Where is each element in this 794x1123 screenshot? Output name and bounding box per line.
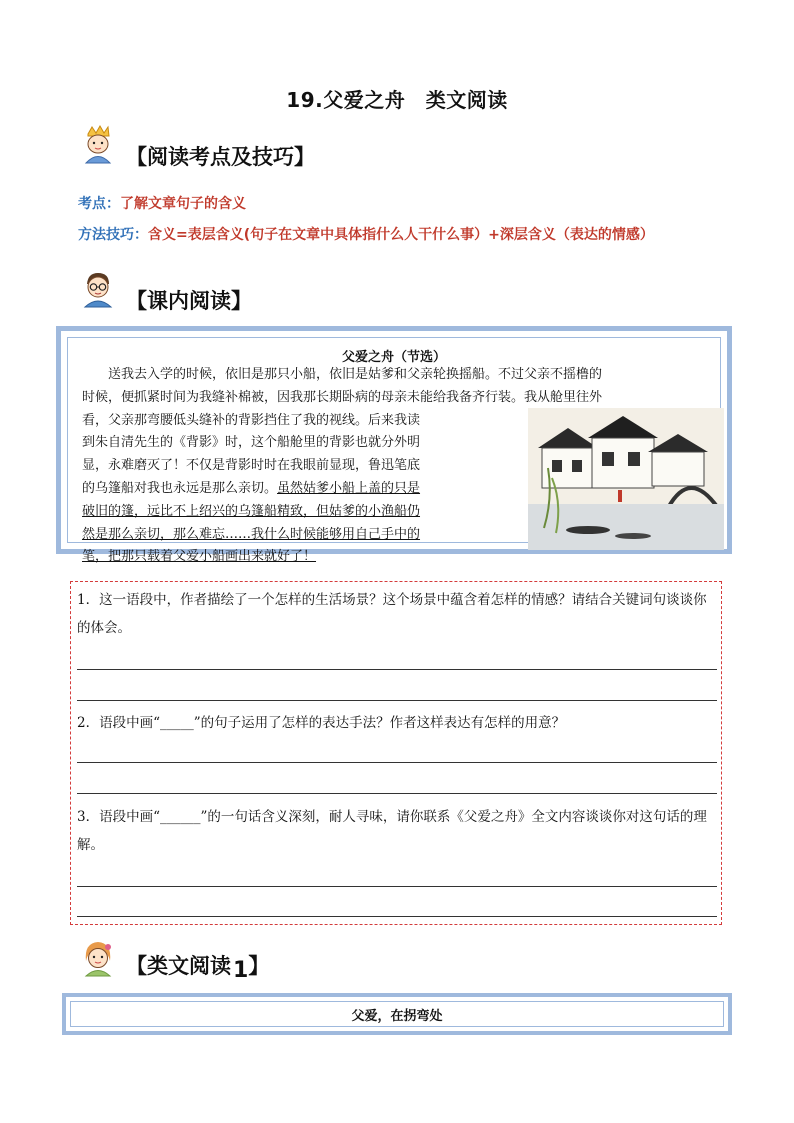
- passage-title: 父爱之舟（节选）: [341, 350, 446, 365]
- passage-line: 时候，便抓紧时间为我缝补棉被，因我那长期卧病的母亲未能给我备齐行装。我从舱里往外: [82, 389, 603, 405]
- ink-painting-water-town-icon: [528, 408, 724, 550]
- exam-point-label: 考点：: [78, 196, 120, 212]
- article-title: 父爱，在拐弯处: [351, 1009, 443, 1024]
- question-2: 2．语段中画“_____”的句子运用了怎样的表达手法？作者这样表达有怎样的用意？: [77, 715, 566, 731]
- questions-frame: [70, 581, 722, 925]
- underlined-sentence: 然是那么亲切，那么难忘……我什么时候能够用自己手中的: [82, 526, 421, 542]
- passage-line: 送我去入学的时候，依旧是那只小船，依旧是姑爹和父亲轮换摇船。不过父亲不摇橹的: [108, 367, 603, 382]
- answer-line[interactable]: [77, 916, 717, 917]
- passage-frame: [56, 326, 732, 565]
- question-1: 1．这一语段中，作者描绘了一个怎样的生活场景？这个场景中蕴含着怎样的情感？请结合关键词句谈谈你的体会。: [77, 592, 707, 636]
- page-title: 19.父爱之舟 类文阅读: [286, 88, 508, 112]
- answer-line[interactable]: [77, 700, 717, 701]
- answer-line[interactable]: [77, 669, 717, 670]
- method-label: 方法技巧：: [78, 227, 148, 243]
- exam-point-row: [78, 193, 246, 213]
- section-heading-number: 1: [233, 958, 249, 983]
- method-text: 含义=表层含义(句子在文章中具体指什么人干什么事）+深层含义（表达的情感）: [148, 227, 654, 243]
- passage-inner-frame: [67, 337, 721, 565]
- underlined-sentence: 破旧的篷，远比不上绍兴的乌篷船精致，但姑爹的小渔船仍: [82, 503, 421, 519]
- answer-line[interactable]: [77, 793, 717, 794]
- question-3: 3．语段中画“______”的一句话含义深刻，耐人寻味，请你联系《父爱之舟》全文内容谈谈你对这句话的理解。: [77, 809, 707, 853]
- underlined-sentence: 笔，把那只载着父爱小船画出来就好了！: [82, 549, 317, 565]
- boy-glasses-avatar-icon: [78, 268, 118, 308]
- method-row: [78, 224, 718, 244]
- section-heading-close: 】: [248, 954, 270, 978]
- article-title-frame: [62, 993, 732, 1035]
- section-heading-inclass-reading: 【课内阅读】: [126, 289, 252, 313]
- exam-point-text: 了解文章句子的含义: [120, 196, 246, 212]
- passage-line: 的乌篷船对我也永远是那么亲切。: [82, 480, 278, 496]
- article-title-inner-frame: [70, 1001, 724, 1027]
- girl-avatar-icon: [78, 937, 118, 977]
- passage-line: 到朱自清先生的《背影》时，这个船舱里的背影也就分外明: [82, 435, 421, 451]
- passage-line: 显，永难磨灭了！不仅是背影时时在我眼前显现，鲁迅笔底: [82, 458, 421, 474]
- prince-avatar-icon: [78, 124, 118, 164]
- answer-line[interactable]: [77, 886, 717, 887]
- section-heading-similar-reading-1: [126, 950, 270, 983]
- underlined-sentence: 虽然姑爹小船上盖的只是: [277, 480, 421, 496]
- passage-line: 看，父亲那弯腰低头缝补的背影挡住了我的视线。后来我读: [82, 412, 421, 428]
- section-heading-text: 【类文阅读: [126, 954, 231, 978]
- section-heading-reading-points: 【阅读考点及技巧】: [126, 145, 315, 169]
- answer-line[interactable]: [77, 762, 717, 763]
